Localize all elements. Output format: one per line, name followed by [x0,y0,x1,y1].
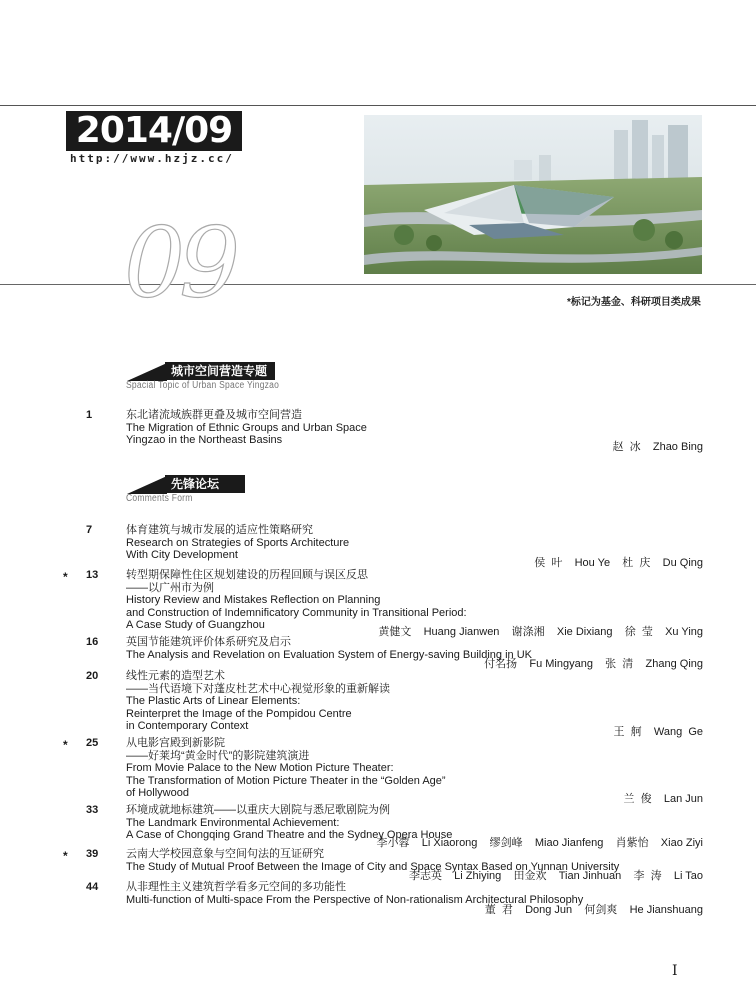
middle-rule [0,284,756,285]
section-header-comments-forum [127,474,287,509]
article-title-line: 从非理性主义建筑哲学看多元空间的多功能性 [126,881,346,893]
article-title-line: 线性元素的造型艺术 [126,670,225,682]
page-number: 33 [86,804,99,816]
article-title-line: The Transformation of Motion Picture Theater in the “Golden Age” [126,774,446,787]
funded-star-mark: * [63,570,68,584]
article-title [126,524,726,562]
article-title [126,804,726,842]
article-title-line: 体育建筑与城市发展的适应性策略研究 [126,524,313,536]
article-title [126,569,726,632]
page-number: 1 [86,409,93,421]
article-authors: 兰 俊 Lan Jun [623,793,703,805]
cover-illustration [364,115,702,274]
article-authors: 王 舸 Wang Ge [613,726,703,738]
article-title-line: A Case Study of Guangzhou [126,619,265,631]
page-number: 44 [86,881,99,893]
top-rule [0,105,756,106]
section-arrow-icon [127,474,167,494]
section-title-en: Spacial Topic of Urban Space Yingzao [126,380,280,391]
article-authors: 李小蓉 Li Xiaorong 缪剑峰 Miao Jianfeng 肖紫怡 Xiao Ziyi [376,837,703,849]
article-title [126,737,726,800]
website-url[interactable]: http://www.hzjz.cc/ [70,152,234,165]
article-authors: 黄健文 Huang Jianwen 谢涤湘 Xie Dixiang 徐 莹 Xu Ying [378,626,703,638]
article-title-line: 东北诸流域族群更叠及城市空间营造 [126,409,302,421]
funded-star-mark: * [63,738,68,752]
issue-number-outline: 09 [124,207,235,319]
page-number: 20 [86,670,99,682]
funding-note: *标记为基金、科研项目类成果 [567,297,701,308]
article-title-line: 环境成就地标建筑——以重庆大剧院与悉尼歌剧院为例 [126,804,390,816]
page-folio: I [672,963,678,979]
article-title-line: The Analysis and Revelation on Evaluation System of Energy-saving Building in UK [126,648,533,661]
article-authors: 付名扬 Fu Mingyang 张 清 Zhang Qing [484,658,703,670]
issue-badge: 2014/09 [66,111,242,151]
article-title-line: Yingzao in the Northeast Basins [126,434,283,446]
article-title [126,881,726,906]
article-title-line: in Contemporary Context [126,720,249,732]
article-title-line: The Migration of Ethnic Groups and Urban Space [126,421,367,434]
article-title-line: With City Development [126,549,238,561]
page-number: 16 [86,636,99,648]
section-arrow-icon [127,361,167,381]
article-title-line: Reinterpret the Image of the Pompidou Centre [126,707,352,720]
section-header-urban-space [127,361,287,396]
article-title-line: 云南大学校园意象与空间句法的互证研究 [126,848,324,860]
article-title-line: The Plastic Arts of Linear Elements: [126,695,301,707]
article-authors: 侯 叶 Hou Ye 杜 庆 Du Qing [534,557,703,569]
article-authors: 李志英 Li Zhiying 田金欢 Tian Jinhuan 李 涛 Li Tao [408,870,703,882]
article-title-line: A Case of Chongqing Grand Theatre and the Sydney Opera House [126,829,453,841]
article-title-line: ——好莱坞“黄金时代”的影院建筑演进 [126,749,310,762]
page-number: 7 [86,524,93,536]
article-title-line: History Review and Mistakes Reflection on Planning [126,594,381,606]
article-title-line: The Study of Mutual Proof Between the Image of City and Space Syntax Based on Yunnan University [126,860,620,873]
section-title-zh: 城市空间营造专题 [165,362,275,380]
page-number: 39 [86,848,99,860]
article-title-line: From Movie Palace to the New Motion Picture Theater: [126,762,394,774]
article-title-line: Multi-function of Multi-space From the Perspective of Non-rationalism Architectural Philosophy [126,893,584,906]
article-title-line: ——当代语境下对蓬皮杜艺术中心视觉形象的重新解读 [126,682,390,695]
article-title-line: ——以广州市为例 [126,581,214,594]
funded-star-mark: * [63,849,68,863]
article-title-line: 英国节能建筑评价体系研究及启示 [126,636,291,648]
article-authors: 赵 冰 Zhao Bing [612,441,703,453]
article-title-line: 从电影宫殿到新影院 [126,737,225,749]
section-title-en: Comments Form [126,493,193,504]
article-title-line: Research on Strategies of Sports Architecture [126,536,350,549]
article-authors: 董 君 Dong Jun 何剑爽 He Jianshuang [484,904,703,916]
page-number: 25 [86,737,99,749]
section-title-zh: 先锋论坛 [165,475,245,493]
page-number: 13 [86,569,99,581]
article-title [126,670,726,733]
article-title-line: The Landmark Environmental Achievement: [126,816,340,829]
article-title-line: of Hollywood [126,787,189,799]
article-title-line: and Construction of Indemnificatory Community in Transitional Period: [126,606,467,619]
article-title-line: 转型期保障性住区规划建设的历程回顾与误区反思 [126,569,368,581]
